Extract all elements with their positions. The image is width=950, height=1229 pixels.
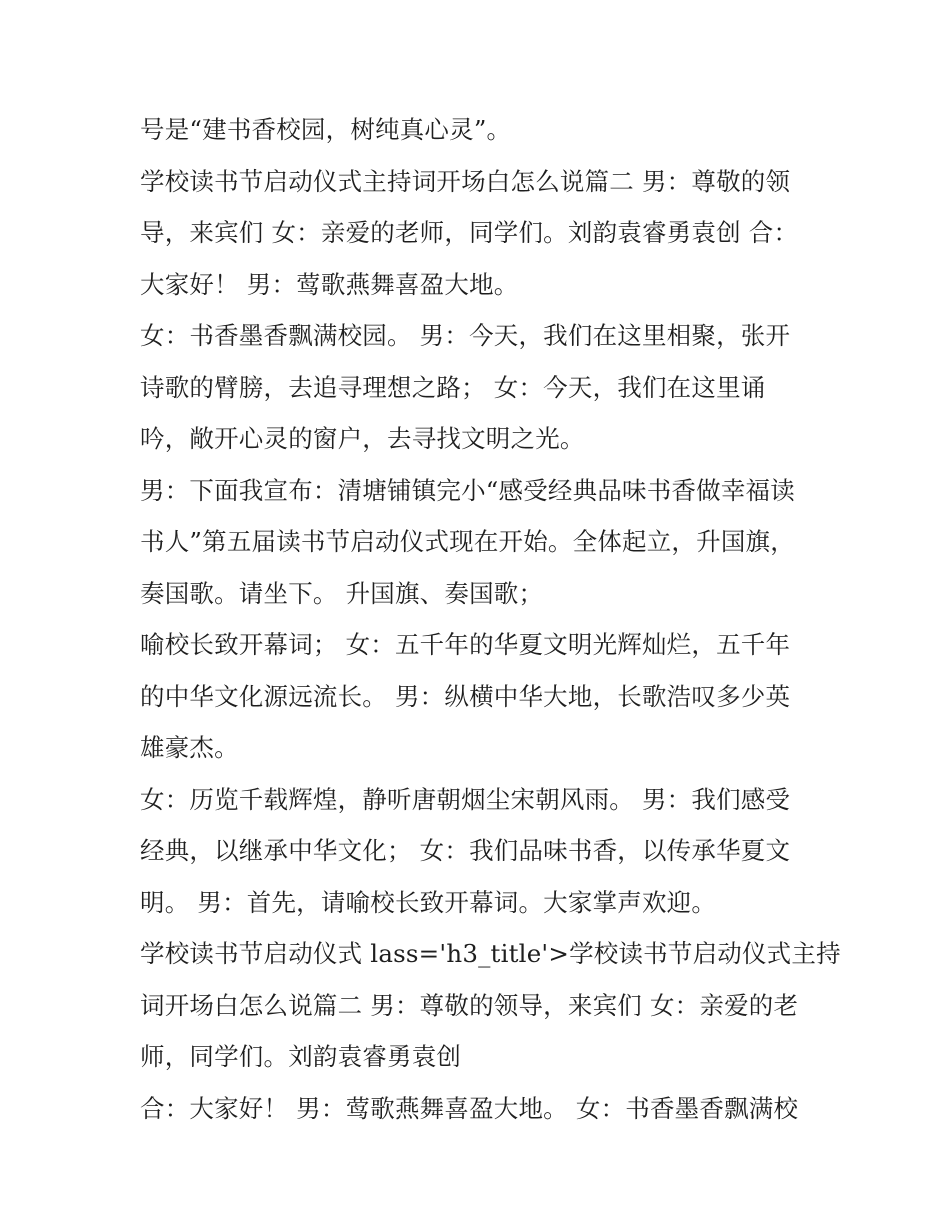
text-line: 女：书香墨香飘满校园。 男：今天，我们在这里相聚，张开 <box>140 321 791 350</box>
text-line: 男：下面我宣布：清塘铺镇完小“感受经典品味书香做幸福读 <box>140 475 795 505</box>
text-line: 学校读书节启动仪式 lass='h3_title'>学校读书节启动仪式主持 <box>140 939 841 968</box>
text-line: 合：大家好！ 男：莺歌燕舞喜盈大地。 女：书香墨香飘满校 <box>140 1093 799 1123</box>
text-line: 明。 男：首先，请喻校长致开幕词。大家掌声欢迎。 <box>140 887 717 917</box>
text-line: 经典，以继承中华文化； 女：我们品味书香，以传承华夏文 <box>140 836 791 865</box>
text-line: 喻校长致开幕词； 女：五千年的华夏文明光辉灿烂，五千年 <box>140 630 791 659</box>
text-line: 吟，敞开心灵的窗户，去寻找文明之光。 <box>140 424 585 453</box>
text-line: 女：历览千载辉煌，静听唐朝烟尘宋朝风雨。 男：我们感受 <box>140 784 791 814</box>
text-line: 导，来宾们 女：亲爱的老师，同学们。刘韵袁睿勇袁创 合： <box>140 218 799 247</box>
document-body <box>140 104 841 1134</box>
text-line: 雄豪杰。 <box>140 733 239 762</box>
text-line: 学校读书节启动仪式主持词开场白怎么说篇二 男：尊敬的领 <box>140 166 791 196</box>
text-line: 书人”第五届读书节启动仪式现在开始。全体起立，升国旗， <box>140 527 795 556</box>
text-line: 奏国歌。请坐下。 升国旗、奏国歌； <box>140 578 544 608</box>
text-line: 师，同学们。刘韵袁睿勇袁创 <box>140 1042 462 1071</box>
text-line: 大家好！ 男：莺歌燕舞喜盈大地。 <box>140 269 519 299</box>
text-line: 诗歌的臂膀，去追寻理想之路； 女：今天，我们在这里诵 <box>140 372 766 402</box>
text-line: 的中华文化源远流长。 男：纵横中华大地，长歌浩叹多少英 <box>140 681 791 711</box>
text-line: 词开场白怎么说篇二 男：尊敬的领导，来宾们 女：亲爱的老 <box>140 990 799 1020</box>
text-line: 号是“建书香校园，树纯真心灵”。 <box>140 115 512 144</box>
